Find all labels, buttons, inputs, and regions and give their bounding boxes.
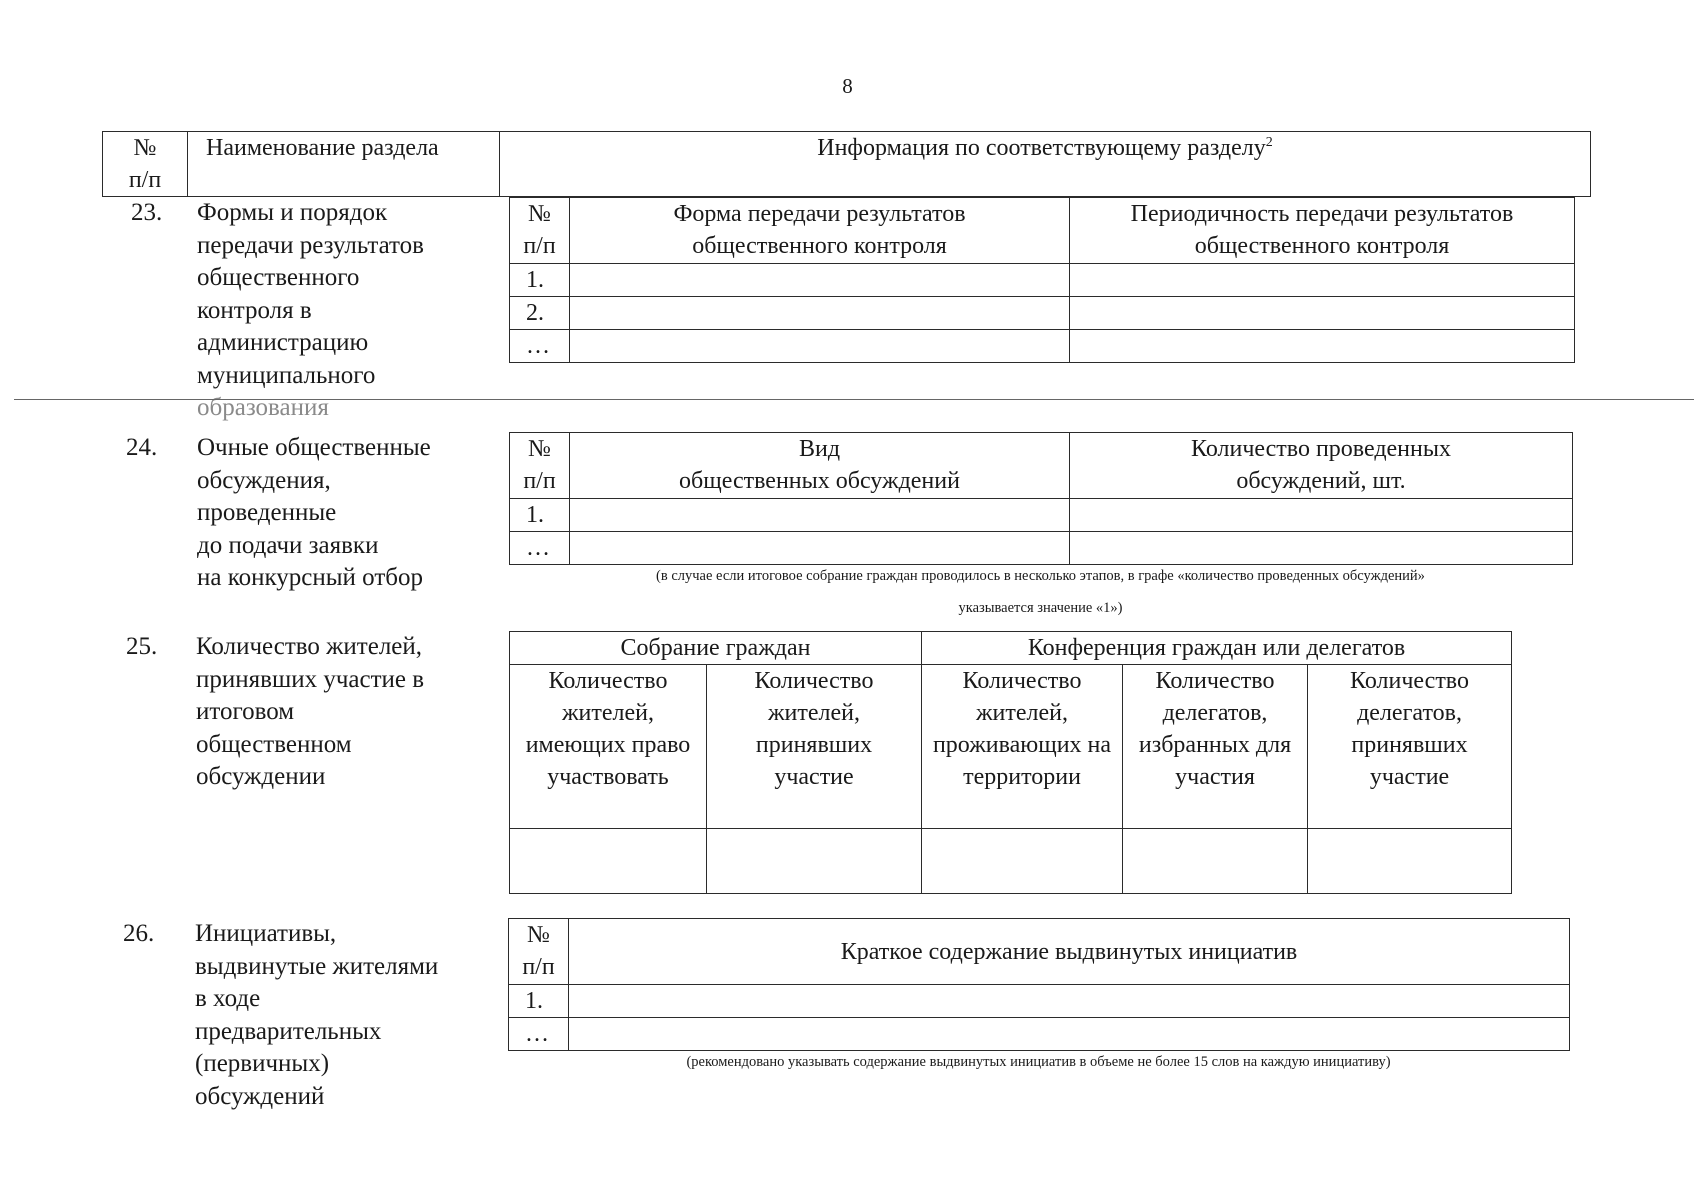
s26-row-num: … [509,1018,569,1051]
section-26-number: 26. [123,920,155,947]
section-23-title-line: передачи результатов [197,231,424,259]
section-25-number: 25. [126,633,158,660]
s26-note: (рекомендовано указывать содержание выдвинутых инициатив в объеме не более 15 слов на каждую инициативу) [686,1054,1391,1070]
s23-row-num: … [510,330,570,363]
s24-row-num: 1. [510,499,570,532]
s26-row-cell [569,985,1570,1018]
section-23-table [509,197,1575,363]
header-col-info [500,132,1591,197]
section-23-title-line: муниципального [197,361,376,389]
s25-col-head: Количество делегатов, принявших участие [1308,665,1512,829]
section-23-title-line: администрацию [197,329,369,356]
s24-row-cell [570,499,1070,532]
section-24-title-line: Очные общественные [197,434,431,461]
s23-row-cell [1070,297,1575,330]
section-24-title-line: на конкурсный отбор [197,564,423,591]
section-26-title-line: (первичных) [195,1050,330,1077]
table-row [510,330,1575,363]
section-23-number: 23. [131,199,163,226]
s25-col-head: Количество делегатов, избранных для участия [1123,665,1308,829]
s25-value-cell [1123,829,1308,894]
section-24-title-line: обсуждения, [197,466,331,494]
table-row [509,985,1570,1018]
s25-group-assembly: Собрание граждан [510,632,922,665]
section-24-title-line: проведенные [197,499,337,526]
s25-col-head: Количество жителей, проживающих на территории [922,665,1123,829]
s24-note-line1: (в случае если итоговое собрание граждан проводилось в несколько этапов, в графе «количество проведенных обсуждений» [656,568,1425,584]
section-25-title-line: итоговом [196,698,295,725]
section-25-title [196,631,486,794]
section-24-number: 24. [126,434,158,461]
s24-row-cell [1070,532,1573,565]
s25-value-cell [707,829,922,894]
s24-head-num: № п/п [510,433,570,499]
s23-head-num: № п/п [510,198,570,264]
s24-head-count: Количество проведенных обсуждений, шт. [1070,433,1573,499]
s25-value-cell [1308,829,1512,894]
section-26-title-line: Инициативы, [195,920,337,947]
section-25-title-line: Количество жителей, [196,633,423,660]
s24-head-kind-line2: общественных обсуждений [679,468,960,494]
section-26-title-line: обсуждений [195,1082,325,1110]
s23-row-num: 2. [510,297,570,330]
s26-row-num: 1. [509,985,569,1018]
header-col-num: № п/п [103,132,188,197]
section-26-title-line: в ходе [195,985,261,1012]
s23-row-cell [570,330,1070,363]
s24-row-cell [1070,499,1573,532]
section-24-table [509,432,1573,565]
s26-head-content: Краткое содержание выдвинутых инициатив [569,919,1570,985]
s25-value-cell [510,829,707,894]
s24-head-kind-line1: Вид [798,436,841,462]
header-col-info-text: Информация по соответствующему разделу [817,135,1266,161]
table-row [510,264,1575,297]
section-25-table [509,631,1512,894]
table-row [510,829,1512,894]
s24-head-kind [570,433,1070,499]
footnote-mark: 2 [1265,135,1273,150]
table-row [510,499,1573,532]
s26-head-num: № п/п [509,919,569,985]
s24-row-cell [570,532,1070,565]
section-25-title-line: принявших участие в [196,665,425,693]
s25-col-head: Количество жителей, имеющих право участвовать [510,665,707,829]
s25-value-cell [922,829,1123,894]
s23-row-num: 1. [510,264,570,297]
table-row [510,297,1575,330]
section-23-title-line: образования [197,394,329,421]
s23-head-period: Периодичность передачи результатов общественного контроля [1070,198,1575,264]
s25-group-conference: Конференция граждан или делегатов [922,632,1512,665]
section-25-title-line: общественном [196,730,352,758]
section-26-table [508,918,1570,1051]
section-23-title [197,197,487,425]
s23-head-form: Форма передачи результатов общественного контроля [570,198,1070,264]
section-23-title-line: Формы и порядок [197,199,388,226]
scan-cut-line [14,399,1694,400]
page-number: 8 [842,74,853,98]
s23-row-cell [1070,264,1575,297]
section-25-title-line: обсуждении [196,763,326,790]
s24-row-num: … [510,532,570,565]
section-26-title-line: предварительных [195,1017,382,1045]
table-row [510,532,1573,565]
s24-note-line2: указывается значение «1») [958,600,1123,616]
main-header-table [102,131,1591,197]
s23-row-cell [1070,330,1575,363]
s25-col-head: Количество жителей, принявших участие [707,665,922,829]
section-24-title [197,432,487,595]
header-col-section: Наименование раздела [188,132,500,197]
s26-row-cell [569,1018,1570,1051]
table-row [509,1018,1570,1051]
section-24-title-line: до подачи заявки [197,531,379,559]
s23-row-cell [570,264,1070,297]
section-23-title-line: общественного [197,264,360,291]
section-23-title-line: контроля в [197,296,312,324]
section-26-title-line: выдвинутые жителями [195,952,439,980]
s23-row-cell [570,297,1070,330]
section-26-title [195,918,495,1113]
